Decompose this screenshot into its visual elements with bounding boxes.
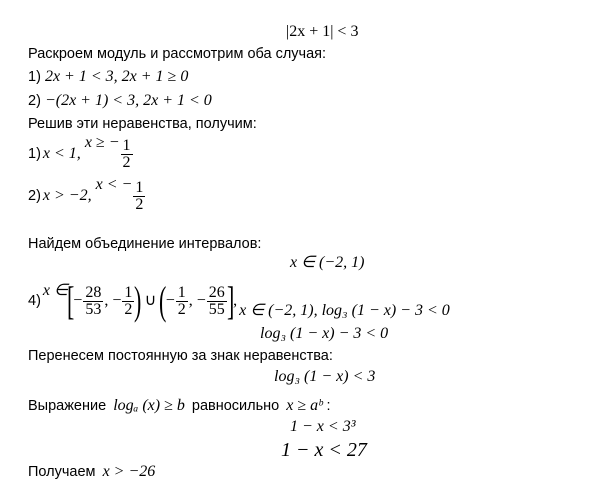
fraction-denominator: 55 — [208, 300, 225, 318]
log-inequality-2: log₃ (1 − x) < 3 — [274, 368, 376, 385]
colon: : — [326, 398, 331, 414]
fraction-denominator: 2 — [122, 153, 131, 171]
fraction-numerator: 1 — [124, 283, 133, 301]
result-math: x > −26 — [102, 463, 156, 480]
fraction-numerator: 1 — [135, 178, 144, 196]
step-4-x-in: x ∈ — [42, 282, 68, 299]
case-1-math: 2x + 1 < 3, 2x + 1 ≥ 0 — [44, 68, 189, 85]
equivalence-line — [28, 397, 331, 415]
solution-1 — [28, 134, 134, 174]
left-square-bracket: [ — [66, 278, 75, 323]
fraction-1-2-a — [122, 285, 134, 318]
final-inequality: 1 − x < 27 — [281, 439, 367, 461]
solution-1-b: x ≥ − — [84, 134, 120, 151]
solution-2-prefix: 2) — [28, 188, 41, 204]
power-definition: x ≥ aᵇ — [286, 397, 323, 414]
fraction-numerator: 28 — [85, 283, 102, 301]
text-equivalent: равносильно — [191, 398, 280, 414]
text-expression: Выражение — [28, 398, 107, 414]
fraction-denominator: 2 — [177, 300, 186, 318]
solution-2 — [28, 176, 146, 216]
union-symbol: ∪ — [144, 292, 157, 309]
fraction-denominator: 2 — [135, 195, 144, 213]
step-4: 4) x ∈ [ − $\frac{28}{53}$ , − $\frac{1}{2}$ ) ∪ ( − $\frac{1}{2}$ , − $\frac{26}{55}$ ] , x ∈ (−2, 1), log₃ (1 − x) − 3 < 0 — [28, 278, 450, 323]
case-2-math: −(2x + 1) < 3, 2x + 1 < 0 — [44, 92, 212, 109]
solution-2-b: x < − — [95, 176, 133, 193]
step-4-prefix: 4) — [28, 293, 41, 309]
power-inequality: 1 − x < 3³ — [290, 418, 356, 435]
left-paren: ( — [159, 278, 167, 323]
text-expand-modulus: Раскроем модуль и рассмотрим оба случая: — [28, 46, 327, 62]
result-line — [28, 463, 155, 481]
right-paren: ) — [134, 278, 142, 323]
log-definition: logₐ (x) ≥ b — [113, 397, 185, 414]
fraction-28-53 — [83, 285, 103, 318]
fraction-one-half-2 — [133, 180, 145, 213]
fraction-numerator: 1 — [122, 136, 131, 154]
case-2 — [28, 92, 212, 110]
text-union: Найдем объединение интервалов: — [28, 236, 262, 252]
fraction-numerator: 26 — [208, 283, 225, 301]
case-2-prefix: 2) — [28, 93, 41, 109]
fraction-numerator: 1 — [177, 283, 186, 301]
fraction-denominator: 53 — [85, 300, 102, 318]
text-get: Получаем — [28, 464, 96, 480]
step-4-rest: x ∈ (−2, 1), log₃ (1 − x) − 3 < 0 — [239, 302, 450, 319]
union-result: x ∈ (−2, 1) — [290, 254, 365, 271]
fraction-one-half — [121, 138, 133, 171]
fraction-1-2-b — [176, 285, 188, 318]
equation-abs: |2x + 1| < 3 — [286, 23, 359, 40]
case-1-prefix: 1) — [28, 69, 41, 85]
solution-1-prefix: 1) — [28, 146, 41, 162]
fraction-denominator: 2 — [124, 300, 133, 318]
log-inequality-1: log₃ (1 − x) − 3 < 0 — [260, 325, 389, 342]
text-solving: Решив эти неравенства, получим: — [28, 116, 257, 132]
text-move-constant: Перенесем постоянную за знак неравенства: — [28, 348, 333, 364]
solution-2-a: x > −2, — [42, 187, 92, 204]
fraction-26-55 — [207, 285, 227, 318]
right-square-bracket: ] — [226, 278, 235, 323]
case-1 — [28, 68, 188, 86]
solution-1-a: x < 1, — [42, 145, 81, 162]
